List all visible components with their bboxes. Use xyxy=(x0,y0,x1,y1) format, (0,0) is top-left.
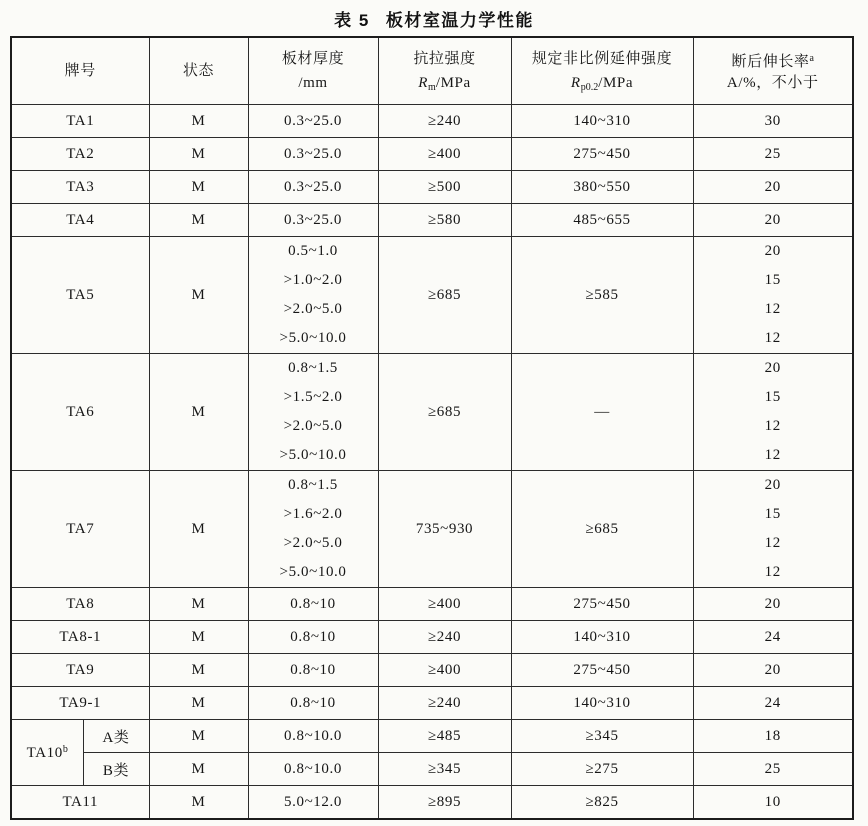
elongation-header-label: 断后伸长率 xyxy=(731,54,810,70)
condition-cell: M xyxy=(149,171,248,204)
grade-cell xyxy=(11,105,149,138)
col-header-condition xyxy=(149,37,248,105)
elongation-cell: 30 xyxy=(693,105,853,138)
tensile-cell: ≥400 xyxy=(378,138,511,171)
tensile-unit: /MPa xyxy=(435,75,471,91)
tensile-header-label: 抗拉强度 xyxy=(413,51,476,67)
col-header-grade xyxy=(11,37,149,105)
proof-cell: 140~310 xyxy=(511,687,693,720)
col-header-thickness xyxy=(248,37,378,105)
condition-cell: M xyxy=(149,753,248,786)
condition-cell: M xyxy=(149,138,248,171)
table-row xyxy=(11,354,853,471)
grade-label: TA2 xyxy=(66,145,95,162)
grade-label: TA5 xyxy=(66,286,95,303)
condition-cell: M xyxy=(149,621,248,654)
thickness-cell: 0.3~25.0 xyxy=(248,171,378,204)
elongation-cell xyxy=(693,354,853,471)
condition-header-label: 状态 xyxy=(182,63,215,79)
table-row xyxy=(11,654,853,687)
table-row xyxy=(11,786,853,820)
tensile-subscript: m xyxy=(428,82,436,93)
tensile-cell: ≥240 xyxy=(378,105,511,138)
elongation-cell-line: 20 xyxy=(764,243,781,259)
thickness-cell: 0.8~10 xyxy=(248,588,378,621)
thickness-cell-line: 0.8~1.5 xyxy=(288,477,338,493)
thickness-cell xyxy=(248,237,378,354)
thickness-cell: 0.8~10 xyxy=(248,621,378,654)
proof-cell: 380~550 xyxy=(511,171,693,204)
grade-label: TA8 xyxy=(66,595,95,612)
elongation-header-line1 xyxy=(694,47,853,71)
tensile-cell: ≥240 xyxy=(378,687,511,720)
thickness-cell-line: >1.0~2.0 xyxy=(283,272,343,288)
elongation-cell: 24 xyxy=(693,687,853,720)
thickness-cell xyxy=(248,354,378,471)
tensile-symbol: R xyxy=(418,75,429,91)
tensile-cell: ≥485 xyxy=(378,720,511,753)
proof-cell: 275~450 xyxy=(511,138,693,171)
class-cell: B类 xyxy=(83,753,149,786)
grade-label: TA9 xyxy=(66,661,95,678)
elongation-cell-line: 12 xyxy=(764,564,781,580)
grade-label: TA1 xyxy=(66,112,95,129)
tensile-cell: ≥685 xyxy=(378,354,511,471)
thickness-cell-line: >2.0~5.0 xyxy=(283,418,343,434)
elongation-footnote-mark: a xyxy=(809,53,814,64)
grade-cell xyxy=(11,204,149,237)
thickness-cell: 0.8~10.0 xyxy=(248,753,378,786)
table-row xyxy=(11,753,853,786)
thickness-cell: 0.3~25.0 xyxy=(248,204,378,237)
proof-header-symbol xyxy=(512,71,693,95)
table-row xyxy=(11,171,853,204)
condition-cell: M xyxy=(149,471,248,588)
tensile-cell: ≥500 xyxy=(378,171,511,204)
table-row xyxy=(11,588,853,621)
grade-label: TA3 xyxy=(66,178,95,195)
thickness-cell: 0.8~10 xyxy=(248,654,378,687)
proof-cell: 275~450 xyxy=(511,588,693,621)
elongation-cell xyxy=(693,237,853,354)
elongation-cell: 18 xyxy=(693,720,853,753)
grade-cell xyxy=(11,588,149,621)
condition-cell: M xyxy=(149,654,248,687)
grade-cell xyxy=(11,654,149,687)
thickness-cell-line: 0.8~1.5 xyxy=(288,360,338,376)
condition-cell: M xyxy=(149,588,248,621)
elongation-cell-line: 20 xyxy=(764,477,781,493)
proof-cell: 275~450 xyxy=(511,654,693,687)
grade-label: TA10 xyxy=(26,744,63,761)
thickness-cell-line: >1.6~2.0 xyxy=(283,506,343,522)
elongation-cell xyxy=(693,471,853,588)
table-row xyxy=(11,720,853,753)
grade-header-label: 牌号 xyxy=(64,63,96,79)
grade-cell xyxy=(11,171,149,204)
thickness-cell: 0.8~10 xyxy=(248,687,378,720)
elongation-cell: 20 xyxy=(693,588,853,621)
grade-cell xyxy=(11,621,149,654)
thickness-cell-line: >5.0~10.0 xyxy=(279,564,347,580)
tensile-cell: ≥400 xyxy=(378,654,511,687)
thickness-cell-line: >5.0~10.0 xyxy=(279,330,347,346)
thickness-header-line2: /mm xyxy=(298,75,328,91)
elongation-cell-line: 12 xyxy=(764,535,781,551)
table-caption xyxy=(0,6,868,31)
grade-cell xyxy=(11,471,149,588)
table-row xyxy=(11,687,853,720)
grade-footnote-mark: b xyxy=(62,743,68,755)
elongation-cell: 20 xyxy=(693,654,853,687)
tensile-cell: ≥580 xyxy=(378,204,511,237)
thickness-cell-line: >1.5~2.0 xyxy=(283,389,343,405)
condition-cell: M xyxy=(149,354,248,471)
proof-cell: ≥585 xyxy=(511,237,693,354)
thickness-cell-line: >2.0~5.0 xyxy=(283,535,343,551)
table-row xyxy=(11,138,853,171)
proof-cell: — xyxy=(511,354,693,471)
elongation-cell: 10 xyxy=(693,786,853,820)
elongation-cell: 20 xyxy=(693,204,853,237)
table-row xyxy=(11,237,853,354)
thickness-cell: 0.3~25.0 xyxy=(248,138,378,171)
elongation-cell-line: 15 xyxy=(764,506,781,522)
page-title: 板材室温力学性能 xyxy=(385,11,534,30)
grade-cell xyxy=(11,354,149,471)
condition-cell: M xyxy=(149,105,248,138)
elongation-cell-line: 12 xyxy=(764,330,781,346)
proof-cell: 140~310 xyxy=(511,621,693,654)
proof-cell: ≥825 xyxy=(511,786,693,820)
table-number: 表 5 xyxy=(334,11,370,30)
proof-header-label: 规定非比例延伸强度 xyxy=(531,51,673,67)
elongation-header-line2: A/%，不小于 xyxy=(726,75,819,91)
tensile-cell: 735~930 xyxy=(378,471,511,588)
grade-cell xyxy=(11,720,83,786)
grade-cell xyxy=(11,786,149,820)
proof-cell: ≥275 xyxy=(511,753,693,786)
tensile-header-symbol xyxy=(379,71,511,95)
tensile-cell: ≥895 xyxy=(378,786,511,820)
elongation-cell-line: 15 xyxy=(764,272,781,288)
thickness-cell-line: >2.0~5.0 xyxy=(283,301,343,317)
elongation-cell: 25 xyxy=(693,753,853,786)
condition-cell: M xyxy=(149,237,248,354)
elongation-cell-line: 12 xyxy=(764,418,781,434)
grade-cell xyxy=(11,687,149,720)
thickness-cell xyxy=(248,471,378,588)
tensile-cell: ≥345 xyxy=(378,753,511,786)
grade-label: TA8-1 xyxy=(59,628,102,645)
grade-label: TA9-1 xyxy=(59,694,102,711)
col-header-proof xyxy=(511,37,693,105)
proof-cell: ≥345 xyxy=(511,720,693,753)
col-header-elongation xyxy=(693,37,853,105)
thickness-cell: 0.8~10.0 xyxy=(248,720,378,753)
mechanical-properties-table xyxy=(10,36,854,820)
table-row xyxy=(11,204,853,237)
elongation-cell-line: 12 xyxy=(764,301,781,317)
proof-subscript: p0.2 xyxy=(580,82,599,93)
thickness-cell: 5.0~12.0 xyxy=(248,786,378,820)
condition-cell: M xyxy=(149,786,248,820)
table-row xyxy=(11,621,853,654)
proof-cell: 140~310 xyxy=(511,105,693,138)
condition-cell: M xyxy=(149,720,248,753)
header-row xyxy=(11,37,853,105)
tensile-cell: ≥400 xyxy=(378,588,511,621)
grade-cell xyxy=(11,237,149,354)
grade-label: TA6 xyxy=(66,403,95,420)
thickness-cell: 0.3~25.0 xyxy=(248,105,378,138)
elongation-cell: 20 xyxy=(693,171,853,204)
table-row xyxy=(11,105,853,138)
grade-cell xyxy=(11,138,149,171)
tensile-cell: ≥240 xyxy=(378,621,511,654)
condition-cell: M xyxy=(149,687,248,720)
elongation-cell-line: 15 xyxy=(764,389,781,405)
thickness-header-line1: 板材厚度 xyxy=(281,51,345,67)
elongation-cell: 24 xyxy=(693,621,853,654)
elongation-cell-line: 12 xyxy=(764,447,781,463)
elongation-cell-line: 20 xyxy=(764,360,781,376)
grade-label: TA11 xyxy=(62,793,99,810)
proof-symbol: R xyxy=(570,75,581,91)
proof-cell: 485~655 xyxy=(511,204,693,237)
grade-label: TA4 xyxy=(66,211,95,228)
grade-label: TA7 xyxy=(66,520,95,537)
elongation-cell: 25 xyxy=(693,138,853,171)
tensile-cell: ≥685 xyxy=(378,237,511,354)
thickness-cell-line: >5.0~10.0 xyxy=(279,447,347,463)
proof-unit: /MPa xyxy=(598,75,634,91)
proof-cell: ≥685 xyxy=(511,471,693,588)
thickness-cell-line: 0.5~1.0 xyxy=(288,243,338,259)
col-header-tensile xyxy=(378,37,511,105)
table-row xyxy=(11,471,853,588)
class-cell: A类 xyxy=(83,720,149,753)
condition-cell: M xyxy=(149,204,248,237)
